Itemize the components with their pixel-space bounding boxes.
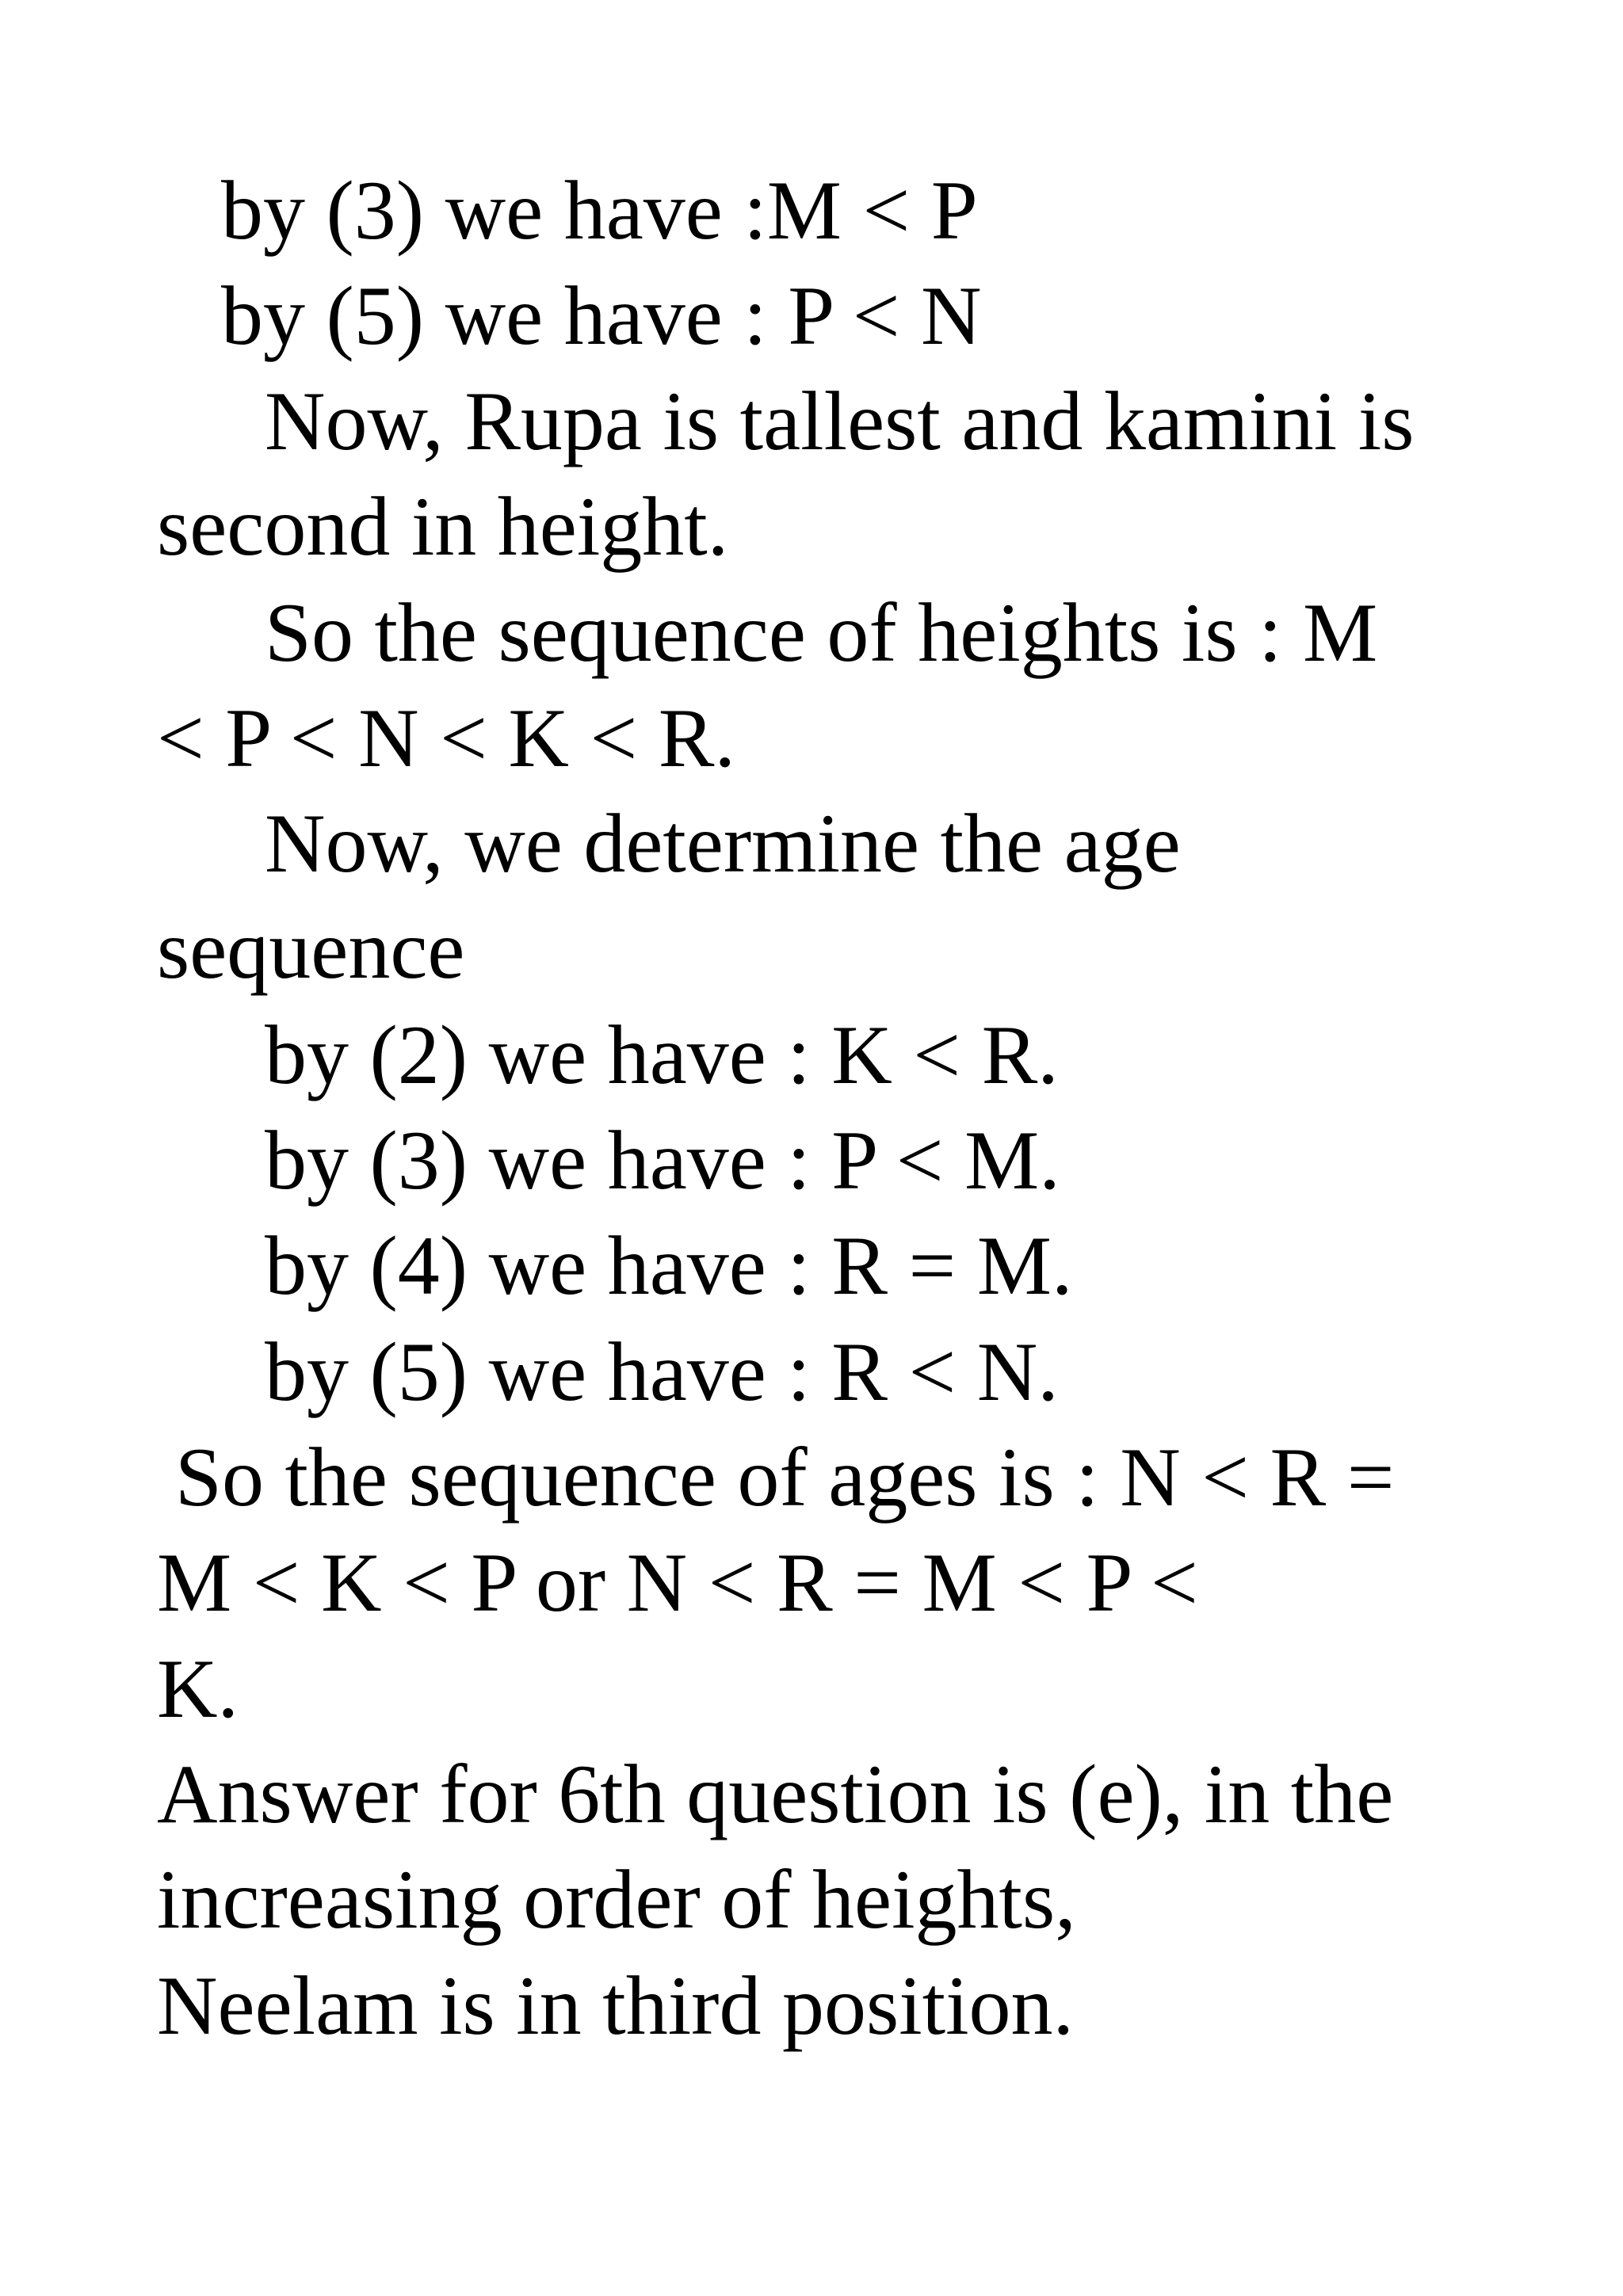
line-7: Now, we determine the age <box>265 797 1181 890</box>
line-13: So the sequence of ages is : N < R = <box>175 1431 1395 1524</box>
line-14: M < K < P or N < R = M < P < <box>157 1536 1198 1629</box>
line-11: by (4) we have : R = M. <box>265 1219 1073 1312</box>
line-9: by (2) we have : K < R. <box>265 1009 1059 1101</box>
line-10: by (3) we have : P < M. <box>265 1114 1060 1207</box>
line-3: Now, Rupa is tallest and kamini is <box>265 375 1415 467</box>
line-18: Neelam is in third position. <box>157 1959 1075 2052</box>
line-1: by (3) we have :M < P <box>221 164 978 257</box>
line-12: by (5) we have : R < N. <box>265 1325 1059 1418</box>
line-5: So the sequence of heights is : M <box>265 586 1378 679</box>
line-17: increasing order of heights, <box>157 1853 1076 1946</box>
line-6: < P < N < K < R. <box>157 692 735 784</box>
line-16: Answer for 6th question is (e), in the <box>157 1748 1394 1840</box>
line-4: second in height. <box>157 480 729 573</box>
line-15: K. <box>157 1642 239 1735</box>
line-8: sequence <box>157 903 465 996</box>
line-2: by (5) we have : P < N <box>221 269 982 362</box>
